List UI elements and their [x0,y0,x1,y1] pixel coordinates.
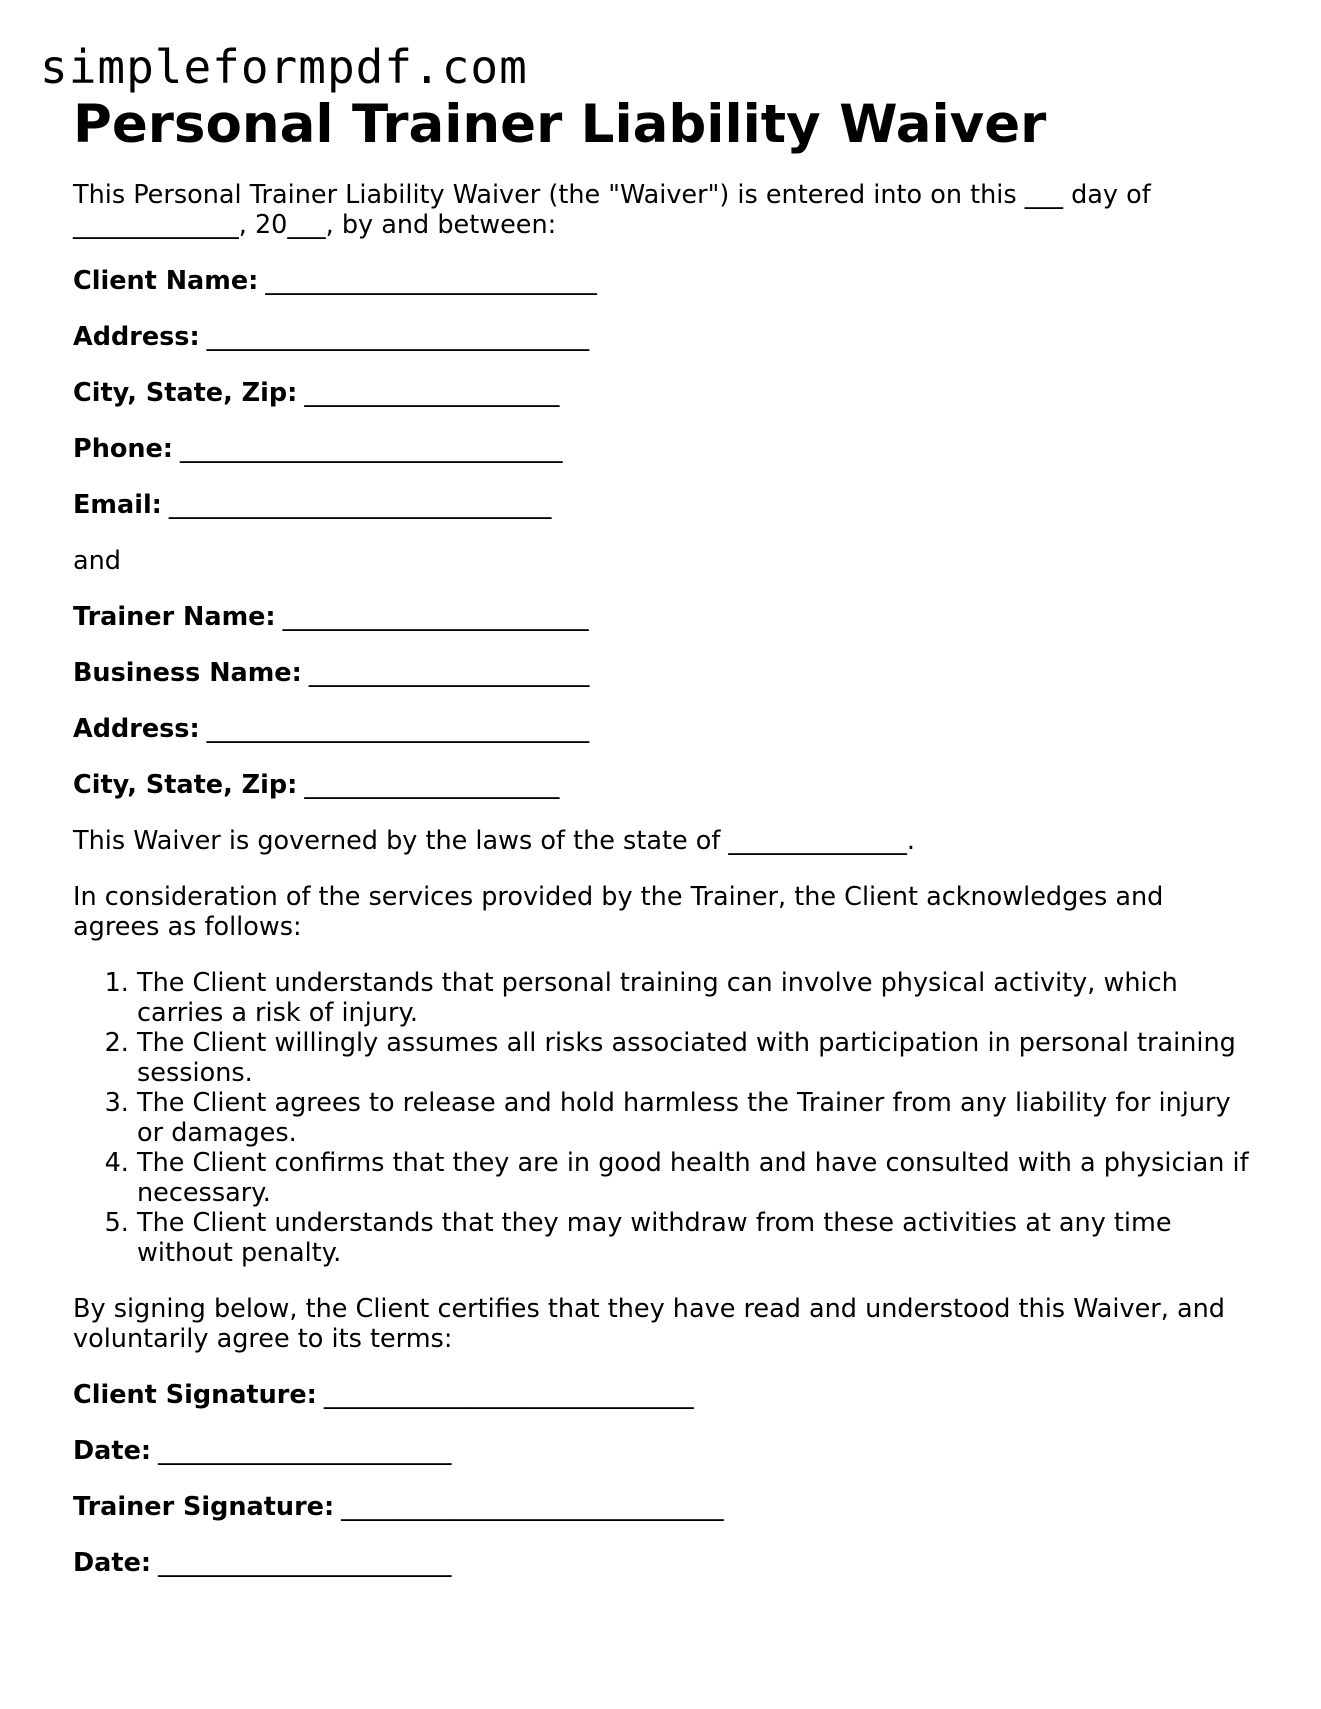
intro-line-1: This Personal Trainer Liability Waiver (the "Waiver") is entered into on this ___ day of [73,180,1151,210]
field-blank[interactable]: ______________________________ [180,434,563,464]
client-email-field[interactable] [73,490,1253,520]
field-blank[interactable]: ______________________________ [341,1492,724,1522]
term-item: 2. The Client willingly assumes all risks associated with participation in personal training sessions. [137,1028,1253,1088]
field-label: City, State, Zip: [73,770,298,800]
trainer-date-field[interactable] [73,1548,1253,1578]
field-label: Trainer Name: [73,602,276,632]
field-blank[interactable]: _______________________ [158,1436,452,1466]
field-label: Trainer Signature: [73,1492,335,1522]
trainer-signature-field[interactable] [73,1492,1253,1522]
term-item: 3. The Client agrees to release and hold harmless the Trainer from any liability for injury or damages. [137,1088,1253,1148]
field-blank[interactable]: ________________________ [282,602,589,632]
certification-statement: By signing below, the Client certifies that they have read and understood this Waiver, and voluntarily agree to its terms: [73,1294,1225,1354]
field-label: Business Name: [73,658,302,688]
trainer-name-field[interactable] [73,602,1253,632]
business-name-field[interactable] [73,658,1253,688]
field-label: Date: [73,1548,152,1578]
term-item: 5. The Client understands that they may withdraw from these activities at any time without penalty. [137,1208,1253,1268]
governing-law-statement: This Waiver is governed by the laws of the state of ______________. [73,826,916,856]
field-blank[interactable]: _____________________________ [323,1380,694,1410]
client-signature-field[interactable] [73,1380,1253,1410]
field-label: Address: [73,714,200,744]
client-name-field[interactable] [73,266,1253,296]
field-label: Phone: [73,434,174,464]
trainer-address-field[interactable] [73,714,1253,744]
consideration-statement: In consideration of the services provided by the Trainer, the Client acknowledges and agrees as follows: [73,882,1164,942]
document-title: Personal Trainer Liability Waiver [73,94,1047,155]
field-blank[interactable]: ______________________________ [168,490,552,520]
field-label: Client Signature: [73,1380,317,1410]
term-item: 1. The Client understands that personal training can involve physical activity, which carries a risk of injury. [137,968,1253,1028]
and-separator: and [73,546,121,576]
field-blank[interactable]: ______________________ [308,658,590,688]
field-blank[interactable]: _______________________ [158,1548,452,1578]
field-blank[interactable]: ______________________________ [206,322,590,352]
field-blank[interactable]: ____________________ [304,378,560,408]
client-phone-field[interactable] [73,434,1253,464]
client-city-state-zip-field[interactable] [73,378,1253,408]
site-watermark: simpleformpdf.com [40,40,528,94]
field-label: Address: [73,322,200,352]
field-label: Date: [73,1436,152,1466]
field-blank[interactable]: ______________________________ [206,714,590,744]
trainer-city-state-zip-field[interactable] [73,770,1253,800]
client-date-field[interactable] [73,1436,1253,1466]
field-label: Email: [73,490,162,520]
field-label: City, State, Zip: [73,378,298,408]
client-address-field[interactable] [73,322,1253,352]
field-blank[interactable]: __________________________ [265,266,597,296]
terms-list [73,968,1253,1268]
term-item: 4. The Client confirms that they are in good health and have consulted with a physician if necessary. [137,1148,1253,1208]
field-label: Client Name: [73,266,259,296]
field-blank[interactable]: ____________________ [304,770,560,800]
intro-paragraph [73,180,1253,240]
intro-line-2: _____________, 20___, by and between: [73,210,557,240]
waiver-document [73,92,1253,1578]
